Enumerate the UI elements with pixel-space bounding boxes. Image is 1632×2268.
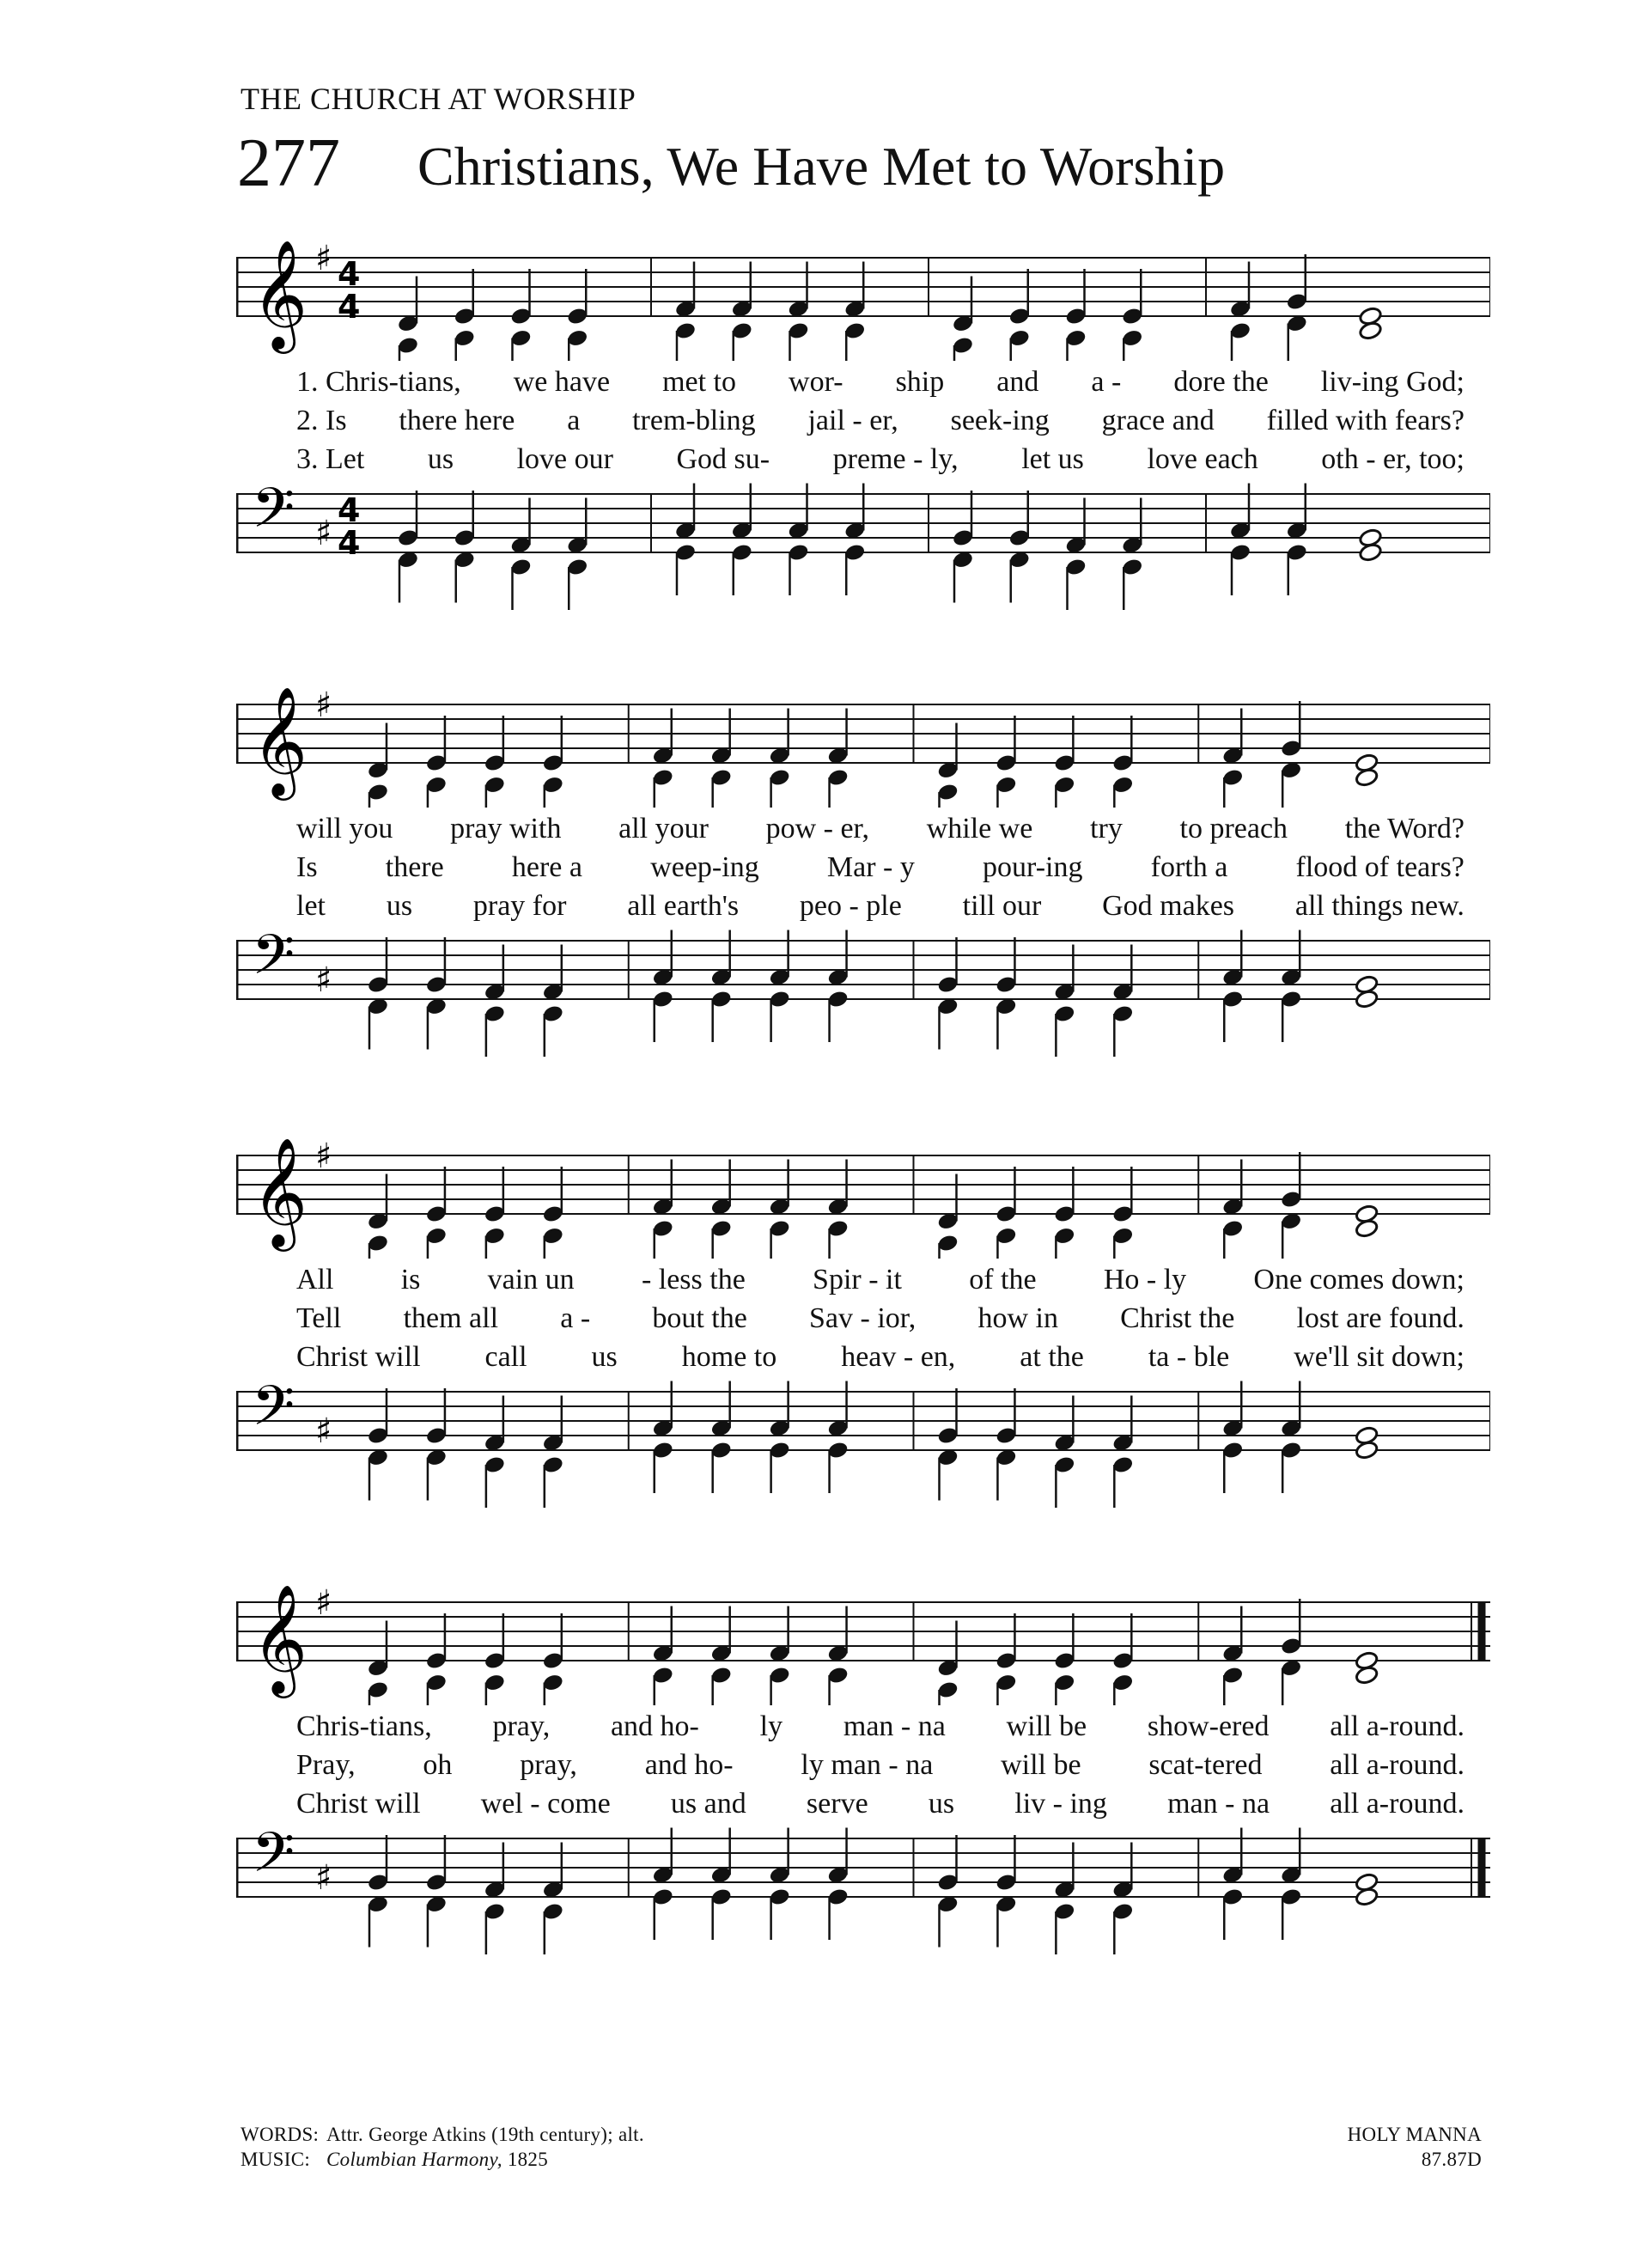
sharp-icon: ♯ (315, 1137, 332, 1176)
lyric-syllable: and ho- (610, 1710, 699, 1742)
lyric-syllable: liv - ing (1014, 1788, 1107, 1820)
time-signature: 4 (338, 255, 361, 293)
treble-clef-icon: 𝄞 (252, 1137, 308, 1247)
half-note-head (1355, 1218, 1379, 1238)
half-note-head (1355, 1440, 1379, 1460)
lyric-syllable: them all (403, 1302, 499, 1334)
lyric-syllable: One comes down; (1253, 1264, 1465, 1296)
verse-line (296, 363, 1465, 401)
words-credit (241, 2122, 644, 2147)
bass-clef-icon: 𝄢 (252, 1821, 295, 1899)
lyric-syllable: pray, (520, 1749, 577, 1781)
lyric-syllable: pray, (492, 1710, 551, 1742)
lyric-syllable: dore the (1173, 366, 1269, 398)
lyric-syllable: Ho - ly (1103, 1264, 1187, 1296)
lyric-syllable: met to (662, 366, 737, 398)
verse-line (296, 1746, 1465, 1784)
sharp-icon: ♯ (315, 1583, 332, 1623)
music-credit (241, 2147, 644, 2172)
lyric-syllable: ta - ble (1148, 1341, 1230, 1373)
words-label: WORDS: (241, 2124, 320, 2145)
lyric-syllable: Christ the (1120, 1302, 1235, 1334)
lyric-syllable: ship (895, 366, 945, 398)
sharp-icon: ♯ (315, 1411, 332, 1451)
lyric-syllable: we have (513, 366, 611, 398)
lyric-syllable: us (386, 890, 413, 922)
treble-staff (236, 679, 1490, 808)
lyric-syllable: till our (962, 890, 1042, 922)
lyric-syllable: at the (1020, 1341, 1084, 1373)
lyric-syllable: a - (1091, 366, 1122, 398)
lyric-syllable: pow - er, (765, 813, 870, 844)
lyric-syllable: 3. Let (296, 443, 365, 475)
sharp-icon: ♯ (315, 960, 332, 1000)
half-note-head (1358, 542, 1382, 562)
music-label: MUSIC: (241, 2149, 311, 2170)
lyric-syllable: Sav - ior, (809, 1302, 916, 1334)
lyric-syllable: man - na (1167, 1788, 1270, 1820)
treble-staff (236, 1130, 1490, 1259)
sharp-icon: ♯ (315, 686, 332, 725)
lyric-syllable: man - na (843, 1710, 946, 1742)
verse-line (296, 809, 1465, 848)
bass-staff (236, 1357, 1490, 1521)
lyric-syllable: filled with fears? (1266, 405, 1465, 436)
bass-staff (236, 906, 1490, 1070)
music-year: 1825 (507, 2149, 549, 2170)
lyric-syllable: all earth's (627, 890, 740, 922)
lyric-syllable: call (484, 1341, 527, 1373)
lyric-syllable: Christ will (296, 1341, 421, 1373)
lyric-syllable: us (591, 1341, 618, 1373)
lyric-syllable: all a-round. (1330, 1749, 1465, 1781)
lyric-syllable: God su- (676, 443, 770, 475)
hymn-number: 277 (237, 125, 340, 201)
lyric-syllable: God makes (1102, 890, 1235, 922)
verse-line (296, 848, 1465, 887)
lyric-syllable: will you (296, 813, 393, 844)
lyric-syllable: will be (1006, 1710, 1087, 1742)
lyric-syllable: forth a (1150, 851, 1228, 883)
lyric-syllable: heav - en, (841, 1341, 956, 1373)
lyric-syllable: us (427, 443, 454, 475)
lyric-syllable: there (385, 851, 444, 883)
lyric-syllable: all a-round. (1330, 1788, 1465, 1820)
lyric-syllable: Tell (296, 1302, 342, 1334)
time-signature: 4 (338, 288, 361, 326)
music-system-2 (236, 679, 1490, 1001)
sharp-icon: ♯ (315, 514, 332, 553)
lyric-syllable: all a-round. (1330, 1710, 1465, 1742)
lyric-syllable: to preach (1179, 813, 1288, 844)
meter: 87.87D (1421, 2149, 1482, 2170)
lyric-syllable: oth - er, too; (1321, 443, 1465, 475)
half-note-head (1355, 1887, 1379, 1906)
lyric-syllable: pour-ing (983, 851, 1083, 883)
lyric-syllable: while we (926, 813, 1033, 844)
lyric-syllable: there here (399, 405, 515, 436)
lyric-syllable: a - (560, 1302, 591, 1334)
lyric-syllable: bout the (652, 1302, 747, 1334)
half-note-head (1355, 989, 1379, 1009)
time-signature: 4 (338, 524, 361, 562)
lyric-syllable: love each (1147, 443, 1258, 475)
music-system-4 (236, 1576, 1490, 1899)
lyric-syllable: peo - ple (799, 890, 902, 922)
lyric-syllable: and (996, 366, 1039, 398)
lyric-syllable: Pray, (296, 1749, 356, 1781)
lyric-syllable: 1. Chris-tians, (296, 366, 461, 398)
lyric-syllable: serve (806, 1788, 868, 1820)
lyric-syllable: Chris-tians, (296, 1710, 432, 1742)
bass-clef-icon: 𝄢 (252, 477, 295, 554)
lyric-syllable: let us (1021, 443, 1084, 475)
lyric-syllable: all your (618, 813, 709, 844)
lyric-syllable: home to (681, 1341, 777, 1373)
words-author: Attr. George Atkins (19th century); alt. (326, 2124, 644, 2145)
treble-clef-icon: 𝄞 (252, 1583, 308, 1693)
lyric-syllable: a (567, 405, 581, 436)
lyric-syllable: ly (759, 1710, 783, 1742)
lyric-syllable: flood of tears? (1295, 851, 1465, 883)
lyric-syllable: let (296, 890, 326, 922)
lyric-syllable: pray for (472, 890, 567, 922)
lyric-syllable: all things new. (1294, 890, 1465, 922)
lyric-syllable: weep-ing (650, 851, 759, 883)
lyric-syllable: is (400, 1264, 421, 1296)
bass-staff (236, 460, 1490, 623)
lyric-syllable: scat-tered (1148, 1749, 1263, 1781)
lyric-syllable: how in (977, 1302, 1058, 1334)
time-signature: 4 (338, 491, 361, 529)
lyric-syllable: we'll sit down; (1294, 1341, 1465, 1373)
music-system-1 (236, 232, 1490, 562)
music-system-3 (236, 1130, 1490, 1452)
lyric-syllable: 2. Is (296, 405, 347, 436)
lyric-syllable: and ho- (644, 1749, 734, 1781)
lyric-syllable: seek-ing (950, 405, 1050, 436)
lyric-syllable: of the (969, 1264, 1037, 1296)
half-note-head (1358, 320, 1382, 340)
credits-block (241, 2122, 644, 2172)
lyric-syllable: love our (516, 443, 613, 475)
lyric-syllable: ly man - na (801, 1749, 934, 1781)
sharp-icon: ♯ (315, 1858, 332, 1898)
hymn-title: Christians, We Have Met to Worship (417, 136, 1226, 197)
treble-clef-icon: 𝄞 (252, 239, 308, 349)
lyric-syllable: lost are found. (1296, 1302, 1465, 1334)
bass-clef-icon: 𝄢 (252, 1375, 295, 1452)
lyric-syllable: the Word? (1344, 813, 1465, 844)
lyric-syllable: show-ered (1147, 1710, 1270, 1742)
lyric-syllable: grace and (1101, 405, 1215, 436)
half-note-head (1355, 1665, 1379, 1685)
treble-staff (236, 232, 1490, 361)
lyric-syllable: jail - er, (807, 405, 898, 436)
lyric-syllable: us and (670, 1788, 746, 1820)
lyric-syllable: here a (511, 851, 582, 883)
lyric-syllable: - less the (641, 1264, 746, 1296)
lyric-syllable: All (296, 1264, 334, 1296)
sharp-icon: ♯ (315, 239, 332, 278)
lyric-syllable: Christ will (296, 1788, 421, 1820)
lyric-syllable: Mar - y (826, 851, 915, 883)
bass-clef-icon: 𝄢 (252, 924, 295, 1001)
lyric-syllable: will be (1001, 1749, 1081, 1781)
lyric-syllable: vain un (487, 1264, 575, 1296)
treble-clef-icon: 𝄞 (252, 686, 308, 796)
tune-name: HOLY MANNA (1347, 2124, 1482, 2145)
music-source: Columbian Harmony, (326, 2149, 502, 2170)
lyric-syllable: pray with (450, 813, 562, 844)
verse-line (296, 401, 1465, 440)
verse-line (296, 1260, 1465, 1299)
lyric-syllable: preme - ly, (832, 443, 959, 475)
verse-line (296, 1299, 1465, 1338)
tune-info (1348, 2122, 1482, 2172)
lyric-syllable: Is (296, 851, 318, 883)
lyric-syllable: us (928, 1788, 955, 1820)
verse-line (296, 1707, 1465, 1746)
treble-staff (236, 1576, 1490, 1705)
lyric-syllable: wor- (789, 366, 843, 398)
section-heading: THE CHURCH AT WORSHIP (241, 82, 636, 116)
bass-staff (236, 1804, 1490, 1967)
lyric-syllable: oh (423, 1749, 453, 1781)
lyric-syllable: trem-bling (632, 405, 756, 436)
lyric-syllable: Spir - it (813, 1264, 902, 1296)
lyric-syllable: liv-ing God; (1320, 366, 1465, 398)
lyric-syllable: wel - come (480, 1788, 611, 1820)
lyric-syllable: try (1090, 813, 1123, 844)
half-note-head (1355, 767, 1379, 787)
